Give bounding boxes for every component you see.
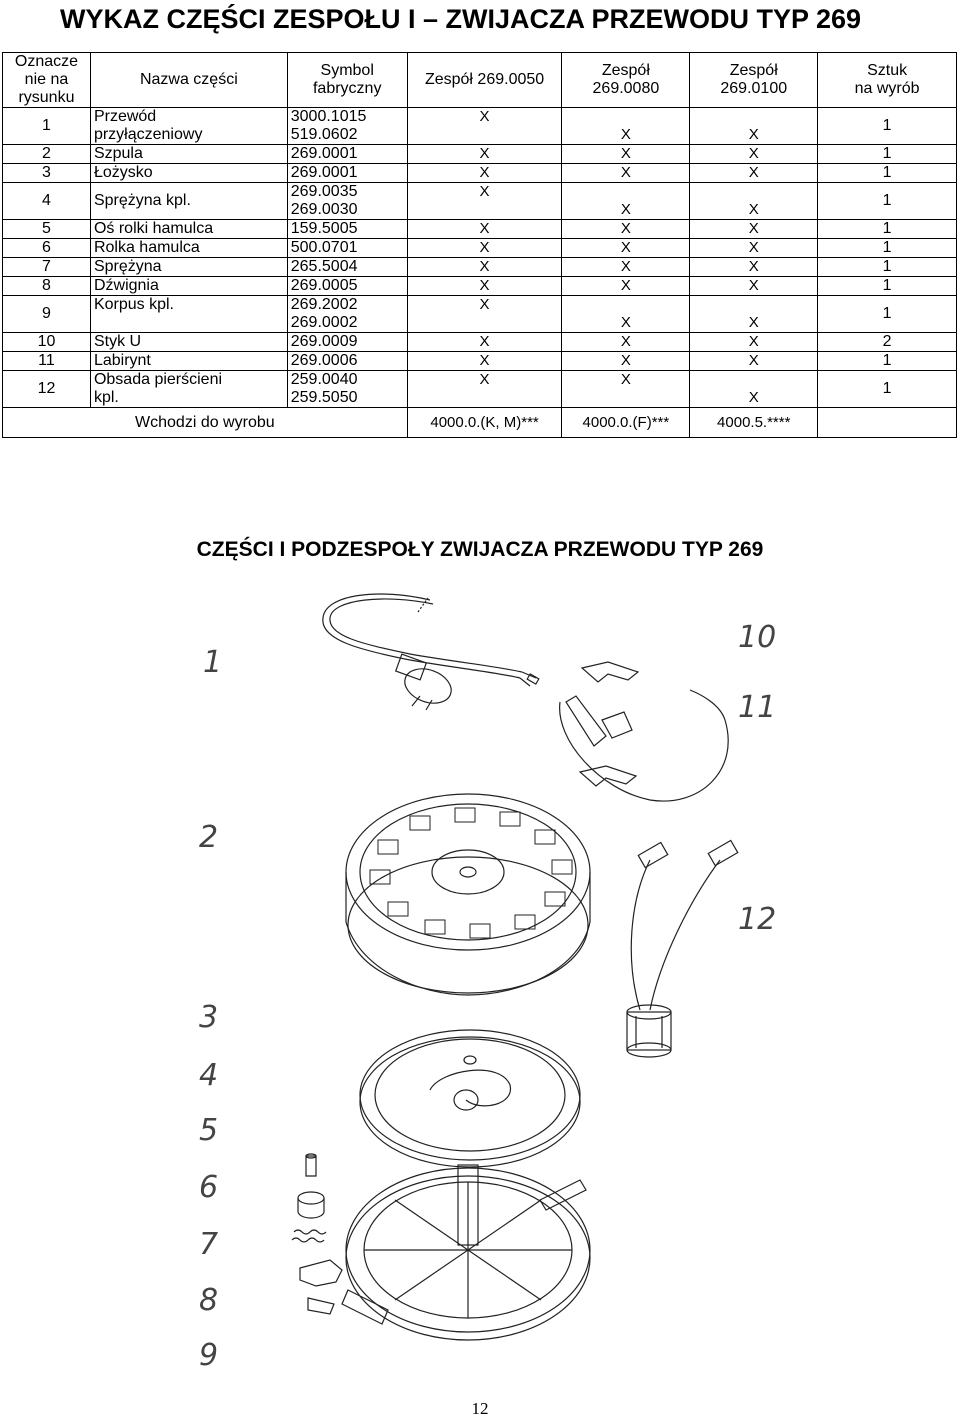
part-symbol: 269.0005	[287, 277, 407, 296]
table-row: 269.0030 X X	[3, 201, 957, 220]
callout-11: 11	[738, 690, 777, 725]
callout-8: 8	[199, 1283, 219, 1318]
part-symbol: 500.0701	[287, 239, 407, 258]
part-symbol: 265.5004	[287, 258, 407, 277]
labyrinth-drawing	[560, 662, 729, 801]
table-row: 2 Szpula 269.0001 X X X 1	[3, 145, 957, 164]
part-name: Obsada pierścieni	[90, 371, 287, 390]
part-symbol: 259.5050	[287, 389, 407, 408]
callout-10: 10	[738, 620, 777, 655]
callout-12: 12	[738, 902, 777, 937]
callout-5: 5	[199, 1113, 219, 1148]
callout-3: 3	[199, 1000, 219, 1035]
part-symbol: 269.0035	[287, 183, 407, 202]
part-symbol: 269.0001	[287, 164, 407, 183]
header-sztuk: Sztuk na wyrób	[818, 53, 957, 108]
row-number: 1	[3, 108, 91, 145]
part-name: Szpula	[90, 145, 287, 164]
table-row: 269.0002 X X	[3, 314, 957, 333]
part-name: Sprężyna kpl.	[90, 183, 287, 220]
mark-0100: X	[690, 126, 818, 145]
part-name-cont: kpl.	[90, 389, 287, 408]
table-row: 6 Rolka hamulca 500.0701 X X X 1	[3, 239, 957, 258]
header-zespol-0100: Zespół 269.0100	[690, 53, 818, 108]
part-symbol: 159.5005	[287, 220, 407, 239]
mark-0080: X	[562, 126, 690, 145]
callout-6: 6	[199, 1170, 219, 1205]
table-row: 7 Sprężyna 265.5004 X X X 1	[3, 258, 957, 277]
callout-9: 9	[199, 1338, 219, 1373]
spool-drawing	[346, 794, 590, 995]
page-number: 12	[471, 1399, 489, 1418]
part-name: Oś rolki hamulca	[90, 220, 287, 239]
table-row: 10 Styk U 269.0009 X X X 2	[3, 333, 957, 352]
part-symbol: 269.0001	[287, 145, 407, 164]
part-symbol: 269.0006	[287, 352, 407, 371]
table-row: kpl. 259.5050 X	[3, 389, 957, 408]
callout-2: 2	[199, 820, 219, 855]
table-row: 8 Dźwignia 269.0005 X X X 1	[3, 277, 957, 296]
part-name: Przewód	[90, 108, 287, 127]
part-name: Dźwignia	[90, 277, 287, 296]
table-row: 5 Oś rolki hamulca 159.5005 X X X 1	[3, 220, 957, 239]
header-zespol-0080: Zespół 269.0080	[562, 53, 690, 108]
table-row: 3 Łożysko 269.0001 X X X 1	[3, 164, 957, 183]
part-name: Łożysko	[90, 164, 287, 183]
part-name: Sprężyna	[90, 258, 287, 277]
footer-label: Wchodzi do wyrobu	[3, 408, 408, 438]
spring-drawing	[360, 1030, 580, 1167]
part-symbol: 269.2002	[287, 296, 407, 315]
part-name: Rolka hamulca	[90, 239, 287, 258]
part-name: Styk U	[90, 333, 287, 352]
part-qty: 1	[818, 108, 957, 145]
part-symbol: 3000.1015	[287, 108, 407, 127]
table-row: 4 Sprężyna kpl. 269.0035 X 1	[3, 183, 957, 202]
part-symbol: 519.0602	[287, 126, 407, 145]
footer-0080: 4000.0.(F)***	[562, 408, 690, 438]
part-symbol: 269.0030	[287, 201, 407, 220]
table-row: 12 Obsada pierścieni 259.0040 X X 1	[3, 371, 957, 390]
callout-1: 1	[203, 645, 223, 680]
header-oznaczenie: Oznacze nie na rysunku	[3, 53, 91, 108]
part-symbol: 269.0002	[287, 314, 407, 333]
callout-7: 7	[199, 1227, 219, 1262]
footer-0100: 4000.5.****	[690, 408, 818, 438]
part-name-cont: przyłączeniowy	[90, 126, 287, 145]
part-name: Korpus kpl.	[90, 296, 287, 315]
part-symbol: 269.0009	[287, 333, 407, 352]
page-title: WYKAZ CZĘŚCI ZESPOŁU I – ZWIJACZA PRZEWODU TYP 269	[60, 4, 862, 34]
ring-holder-drawing	[627, 840, 738, 1057]
power-cord-drawing	[323, 594, 539, 710]
header-symbol: Symbol fabryczny	[287, 53, 407, 108]
mark-0050: X	[407, 108, 562, 127]
diagram-title: CZĘŚCI I PODZESPOŁY ZWIJACZA PRZEWODU TYP 269	[196, 538, 764, 561]
header-nazwa: Nazwa części	[90, 53, 287, 108]
table-row: 9 Korpus kpl. 269.2002 X 1	[3, 296, 957, 315]
header-zespol-0050: Zespół 269.0050	[407, 53, 562, 108]
small-parts-drawing	[292, 1154, 342, 1314]
callout-4: 4	[199, 1058, 219, 1093]
part-symbol: 259.0040	[287, 371, 407, 390]
part-name: Labirynt	[90, 352, 287, 371]
footer-0050: 4000.0.(K, M)***	[407, 408, 562, 438]
table-row: 11 Labirynt 269.0006 X X X 1	[3, 352, 957, 371]
housing-drawing	[342, 1165, 590, 1340]
